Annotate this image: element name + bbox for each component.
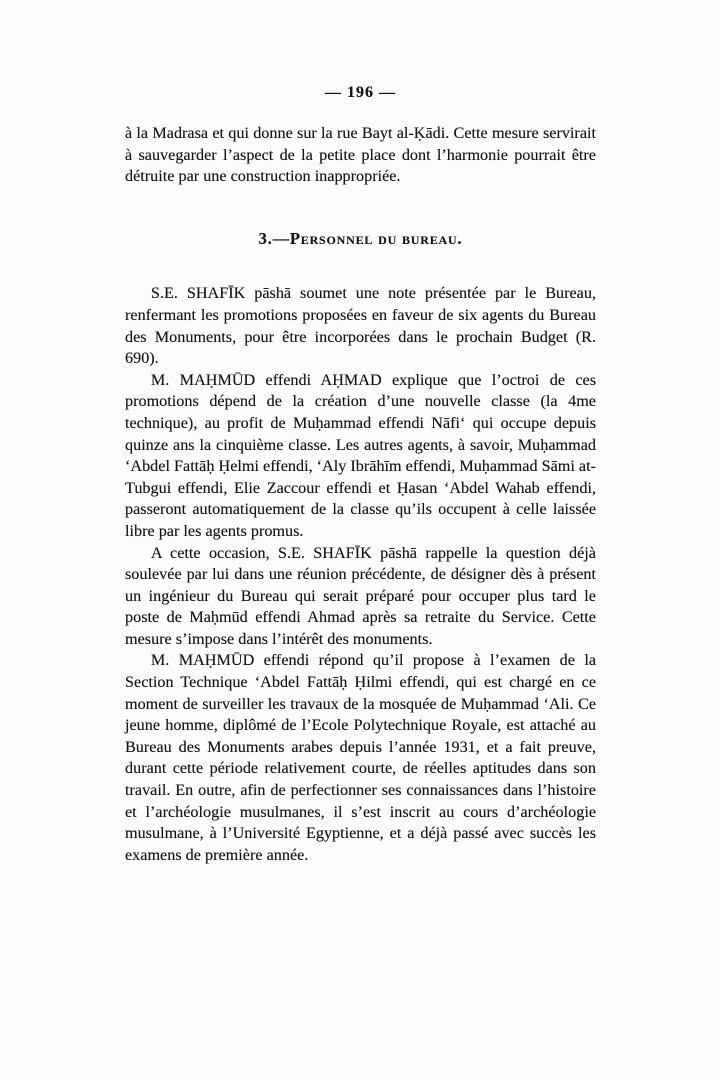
paragraph: M. MAḤMŪD effendi répond qu’il propose à l’examen de la Section Technique ‘Abdel Fattāḥ Ḥilmi effendi, qui est chargé en ce moment de surveiller les travaux de la mosquée de Muḥammad ‘Ali. Ce jeune homme, diplômé de l’Ecole Polytechnique Royale, est attaché au Bureau des Monuments arabes depuis l’année 1931, et a fait preuve, durant cette période relativement courte, de réelles aptitudes dans son travail. En outre, afin de perfectionner ses connaissances dans l’histoire et l’archéologie musulmanes, il s’est inscrit au cours d’archéologie musulmane, à l’Université Egyptienne, et a déjà passé avec succès les examens de première année. (125, 651, 596, 864)
page-number: — 196 — (325, 84, 396, 101)
section-heading: 3.—Personnel du bureau. (258, 228, 463, 248)
paragraph: M. MAḤMŪD effendi AḤMAD explique que l’octroi de ces promotions dépend de la création d’une nouvelle classe (la 4me technique), au profit de Muḥammad effendi Nāfi‘ qui occupe depuis quinze ans la cinquième classe. Les autres agents, à savoir, Muḥammad ‘Abdel Fattāḥ Ḥelmi effendi, ‘Aly Ibrāhīm effendi, Muḥammad Sāmi at-Tubgui effendi, Elie Zaccour effendi et Ḥasan ‘Abdel Wahab effendi, passeront automatiquement de la classe qu’ils occupent à celle laissée libre par les agents promus. (125, 370, 596, 540)
page-body (125, 123, 596, 866)
paragraph: A cette occasion, S.E. SHAFĪK pāshā rappelle la question déjà soulevée par lui dans une réunion précédente, de désigner dès à présent un ingénieur du Bureau qui serait préparé pour occuper plus tard le poste de Maḥmūd effendi Ahmad après sa retraite du Service. Cette mesure s’impose dans l’intérêt des monuments. (125, 543, 596, 648)
paragraph-continuation: à la Madrasa et qui donne sur la rue Bayt al-Ḳādi. Cette mesure servirait à sauvegarder l’aspect de la petite place dont l’harmonie pourrait être détruite par une construction inappropriée. (125, 124, 596, 186)
paragraph: S.E. SHAFĪK pāshā soumet une note présentée par le Bureau, renfermant les promotions proposées en faveur de six agents du Bureau des Monuments, pour être incorporées dans le prochain Budget (R. 690). (125, 284, 596, 368)
